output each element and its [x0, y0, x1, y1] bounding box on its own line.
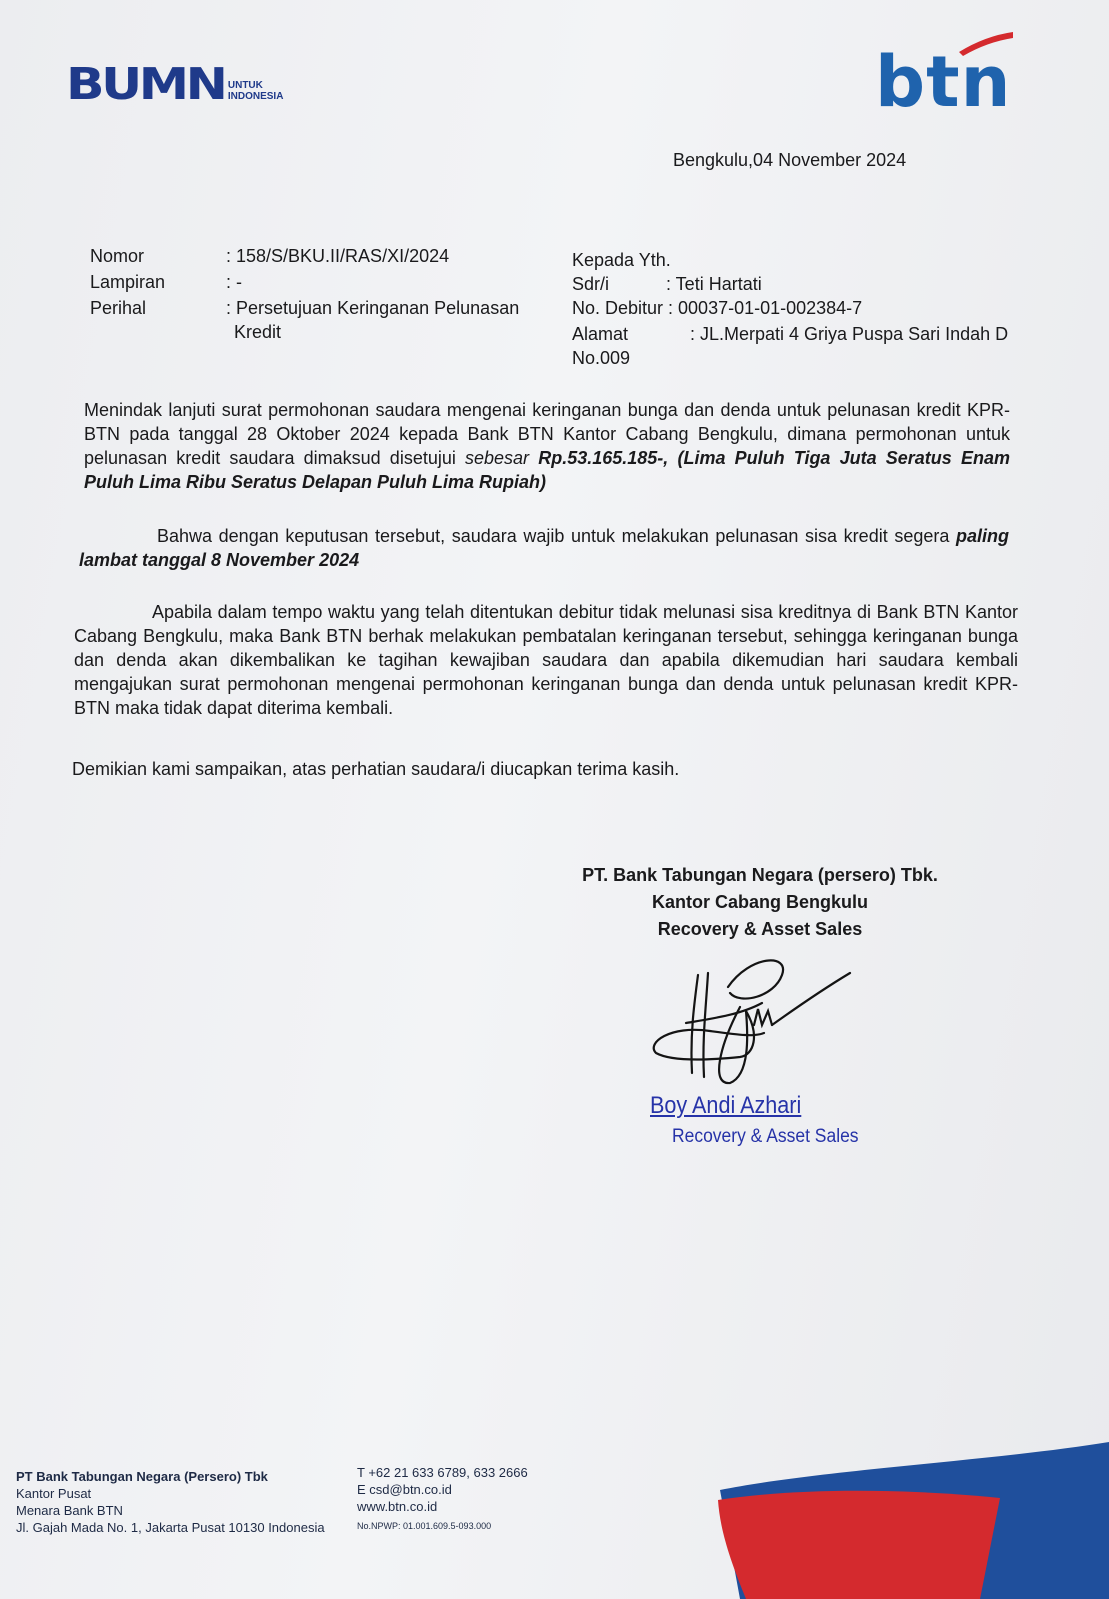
footer-contact-info — [357, 1464, 528, 1535]
footer-npwp: No.NPWP: 01.001.609.5-093.000 — [357, 1521, 492, 1531]
recipient-alamat-value: : JL.Merpati 4 Griya Puspa Sari Indah D — [690, 324, 1009, 344]
signer-name: Boy Andi Azhari — [650, 1092, 802, 1119]
btn-logo-word: btn — [875, 41, 1012, 123]
nomor-label: Nomor — [90, 246, 145, 266]
recipient-greeting: Kepada Yth. — [572, 250, 671, 270]
signature-block — [540, 862, 980, 943]
footer-office: Kantor Pusat — [16, 1486, 92, 1501]
paragraph-cancellation: Apabila dalam tempo waktu yang telah ditentukan debitur tidak melunasi sisa kreditnya di Bank BTN Kantor Cabang Bengkulu, maka Bank BTN berhak melakukan pembatalan keringanan tersebut, sehingga keringanan bunga dan denda akan dikembalikan ke tagihan kewajiban saudara dan apabila dikemudian hari saudara kembali mengajukan surat permohonan mengenai permohonan keringanan bunga dan denda untuk pelunasan kredit KPR-BTN maka tidak dapat diterima kembali. — [74, 602, 1018, 718]
signature-unit: Recovery & Asset Sales — [657, 919, 863, 939]
lampiran-value: : - — [226, 272, 242, 292]
paragraph-approval: Menindak lanjuti surat permohonan saudara mengenai keringanan bunga dan denda untuk pelunasan kredit KPR-BTN pada tanggal 28 Oktober 2024 kepada Bank BTN Kantor Cabang Bengkulu, dimana permohonan untuk pelunasan kredit saudara dimaksud disetujui sebesar Rp.53.165.185-, (Lima Puluh Tiga Juta Seratus Enam Puluh Lima Ribu Seratus Delapan Puluh Lima Rupiah) — [84, 400, 1010, 492]
footer-company: PT Bank Tabungan Negara (Persero) Tbk — [16, 1469, 268, 1484]
footer-website: www.btn.co.id — [357, 1499, 438, 1514]
bumn-logo-tagline: UNTUK INDONESIA — [227, 80, 284, 102]
lampiran-label: Lampiran — [90, 272, 166, 292]
footer-building: Menara Bank BTN — [16, 1503, 123, 1518]
footer-company-info — [16, 1468, 325, 1536]
btn-logo — [867, 30, 1027, 123]
bumn-logo — [66, 59, 284, 110]
recipient-alamat-line2: No.009 — [572, 348, 631, 368]
perihal-label: Perihal — [90, 298, 147, 318]
recipient-sdr-value: : Teti Hartati — [666, 274, 762, 294]
paragraph-deadline: Bahwa dengan keputusan tersebut, saudara wajib untuk melakukan pelunasan sisa kredit segera paling lambat tanggal 8 November 2024 — [79, 526, 1009, 570]
recipient-sdr-label: Sdr/i — [572, 274, 610, 294]
handwritten-signature — [650, 945, 860, 1095]
perihal-value-line2: Kredit — [234, 322, 282, 342]
footer-email: E csd@btn.co.id — [357, 1482, 452, 1497]
signer-title: Recovery & Asset Sales — [672, 1126, 859, 1147]
footer-phone: T +62 21 633 6789, 633 2666 — [357, 1465, 528, 1480]
bumn-logo-word: BUMN — [66, 59, 225, 110]
signature-company: PT. Bank Tabungan Negara (persero) Tbk. — [582, 865, 938, 885]
perihal-value: : Persetujuan Keringanan Pelunasan — [226, 298, 520, 318]
letter-date: Bengkulu,04 November 2024 — [673, 150, 907, 170]
nomor-value: : 158/S/BKU.II/RAS/XI/2024 — [226, 246, 450, 266]
footer-wave-decoration — [700, 1430, 1109, 1599]
signature-branch: Kantor Cabang Bengkulu — [651, 892, 868, 912]
recipient-debitur: No. Debitur : 00037-01-01-002384-7 — [572, 298, 863, 318]
footer-address: Jl. Gajah Mada No. 1, Jakarta Pusat 10130 Indonesia — [16, 1520, 325, 1535]
closing-sentence: Demikian kami sampaikan, atas perhatian saudara/i diucapkan terima kasih. — [72, 759, 680, 779]
recipient-alamat-label: Alamat — [572, 324, 629, 344]
